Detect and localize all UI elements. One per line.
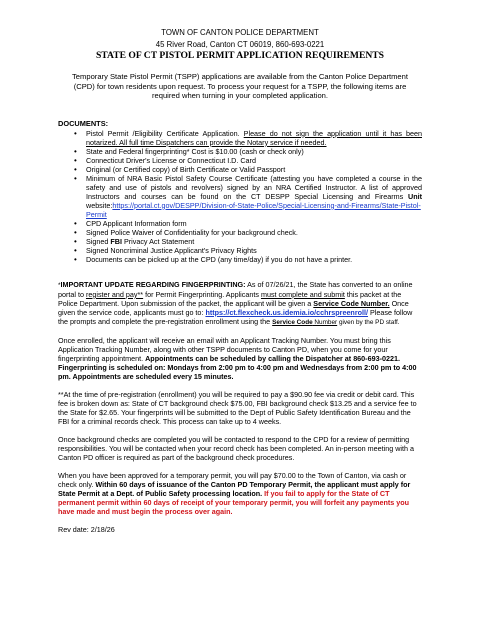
documents-heading: DOCUMENTS: [58,118,109,128]
notary-note: Please do not sign the application until it has been notarized. All full time Dispatchers can provide the Notary service if needed. [86,128,422,147]
list-item: • Pistol Permit /Eligibility Certificate Application. Please do not sign the application until it has been notarized. All full time Dispatchers can provide the Notary service if needed. [74,129,422,147]
enrollment-paragraph: Once enrolled, the applicant will receive an email with an Applicant Tracking Number. You must bring this Application Tracking Number, along with other TSPP documents to Canton PD, when you come for your fingerprinting appointment. Appointments can be scheduled by calling the Dispatcher at 860-693-0221. Fingerprinting is scheduled on: Mondays from 2:00 pm to 4:00 pm and Wednesdays from 2:00 pm to 4:00 pm. Appointments are scheduled every 15 minutes. [58,335,417,381]
department-name: TOWN OF CANTON POLICE DEPARTMENT [161,28,319,37]
list-item: • Signed FBI Privacy Act Statement [74,237,422,246]
fingerprinting-update-paragraph: *IMPORTANT UPDATE REGARDING FINGERPRINTING: As of 07/26/21, the State has converted to an online portal to register and pay** for Permit Fingerprinting. Applicants must complete and submit this packet at the Police Department. Upon submission of the packet, the applicant will be given a Service Code Number. Once given the service code, applicants must go to: https://ct.flexcheck.us.idemia.io/cchrspreenroll/ Please follow the prompts and complete the pre-registration enrollment using the Service Code Number given by the PD staff. [58,279,413,326]
flexcheck-link[interactable]: https://ct.flexcheck.us.idemia.io/cchrspreenroll/ [205,307,369,317]
list-item: • Signed Police Waiver of Confidentiality for your background check. [74,228,422,237]
documents-list [58,129,422,264]
list-item: • CPD Applicant Information form [74,219,422,228]
list-item: • Minimum of NRA Basic Pistol Safety Course Certificate (attesting you have completed a course in the safety and use of pistols and revolvers) signed by an NRA Certified Instructor. A list of approved Instructors and courses can be found on the CT DESPP Special Licensing and Firearms Unit website:https://portal.ct.gov/DESPP/Division-of-State-Police/Special-Licensing-and-Firearms/State-Pistol-Permit [74,174,422,219]
intro-paragraph: Temporary State Pistol Permit (TSPP) applications are available from the Canton Police Department (CPD) for town residents upon request. To process your request for a TSPP, the following items are required when turning in your completed application. [72,72,408,101]
department-address: 45 River Road, Canton CT 06019, 860-693-0221 [155,40,325,49]
appointment-info: Appointments can be scheduled by calling the Dispatcher at 860-693-0221. Fingerprinting is scheduled on: Mondays from 2:00 pm to 4:00 pm and Wednesdays from 2:00 pm to 4:00 pm. Appointments are scheduled every 15 minutes. [58,353,417,381]
approval-paragraph: When you have been approved for a temporary permit, you will pay $70.00 to the Town of Canton, via cash or check only. Within 60 days of issuance of the Canton PD Temporary Permit, the applicant must apply for State Permit at a Dept. of Public Safety processing location. If you fail to apply for the State of CT permanent permit within 60 days of receipt of your temporary permit, you will forfeit any payments you have made and must begin the process over again. [58,470,411,516]
background-check-paragraph: Once background checks are completed you will be contacted to respond to the CPD for a review of permitting responsibilities. You will be contacted when your record check has been completed. An in-person meeting with a Canton PD officer is required as part of the background check procedures. [58,434,414,462]
forfeit-warning: If you fail to apply for the State of CT permanent permit within 60 days of receipt of your temporary permit, you will forfeit any payments you have made and must begin the process over again. [58,488,410,516]
fee-paragraph: **At the time of pre-registration (enrollment) you will be required to pay a $90.90 fee via credit or debit card. This fee is broken down as: State of CT background check $75.00, FBI background check $13.25 and a service fee to the State for $2.65. Your fingerprints will be submitted to the Dept of Public Safety Identification Bureau and the FBI for a criminal records check. This process can take up to 4 weeks. [58,389,417,426]
fingerprinting-heading: IMPORTANT UPDATE REGARDING FINGERPRINTING: [60,279,246,289]
revision-date: Rev date: 2/18/26 [58,524,115,534]
document-title: STATE OF CT PISTOL PERMIT APPLICATION REQUIREMENTS [95,50,385,61]
list-item: • Connecticut Driver's License or Connecticut I.D. Card [74,156,422,165]
list-item: • Original (or Certified copy) of Birth Certificate or Valid Passport [74,165,422,174]
despp-website-link[interactable]: https://portal.ct.gov/DESPP/Division-of-State-Police/Special-Licensing-and-Firearms/State-Pistol-Permit [86,200,421,219]
list-item: • State and Federal fingerprinting* Cost is $10.00 (cash or check only) [74,147,422,156]
list-item: • Signed Noncriminal Justice Applicant's Privacy Rights [74,246,422,255]
list-item: • Documents can be picked up at the CPD (any time/day) if you do not have a printer. [74,255,422,264]
